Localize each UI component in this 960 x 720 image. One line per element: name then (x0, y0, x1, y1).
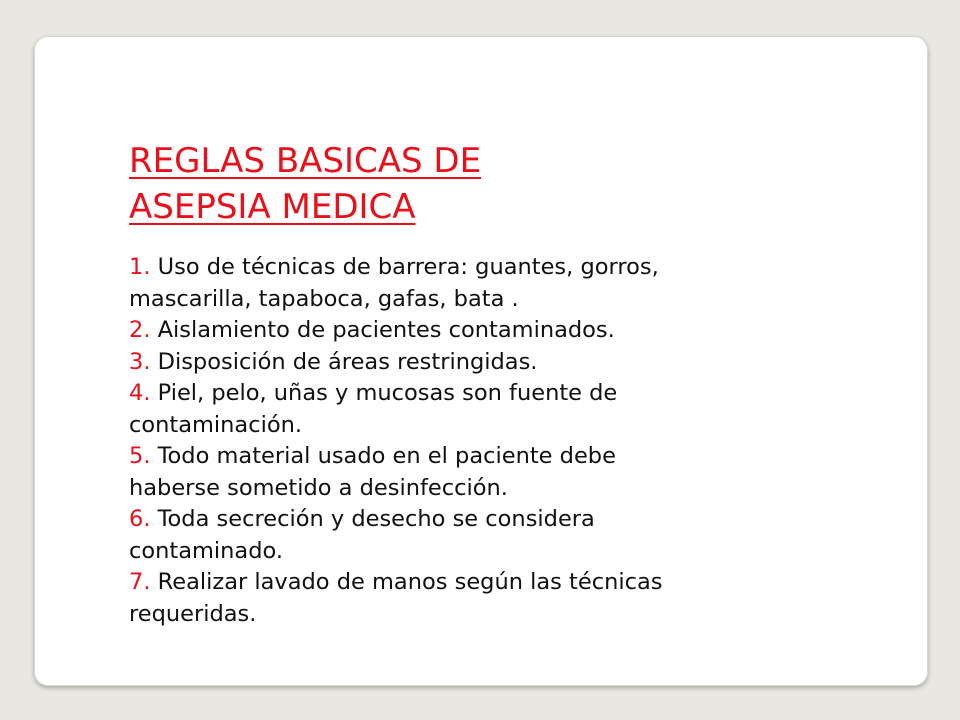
slide-title-line: ASEPSIA MEDICA (129, 187, 416, 227)
rule-number: 3. (129, 348, 151, 375)
rule-text-continued: haberse sometido a desinfección. (129, 474, 508, 501)
rule-text: Realizar lavado de manos según las técnicas (157, 569, 663, 595)
rules-list (129, 252, 829, 630)
rule-number: 1. (129, 254, 151, 280)
rule-text: Piel, pelo, uñas y mucosas son fuente de (157, 380, 618, 406)
rule-number: 4. (129, 380, 151, 406)
slide-title-line: REGLAS BASICAS DE (129, 141, 482, 181)
rule-number: 2. (129, 317, 151, 343)
rule-text-continued: contaminado. (129, 537, 284, 564)
rule-item (129, 441, 829, 504)
rule-item (129, 378, 829, 441)
rule-text: Uso de técnicas de barrera: guantes, gorros, (157, 254, 659, 280)
rule-text: Disposición de áreas restringidas. (157, 348, 538, 375)
rule-item (129, 347, 829, 379)
slide-title (129, 138, 829, 230)
rule-number: 5. (129, 443, 151, 469)
rule-item (129, 315, 829, 347)
rule-number: 6. (129, 506, 151, 532)
slide-content (129, 138, 829, 630)
rule-text: Todo material usado en el paciente debe (157, 443, 616, 469)
rule-text: Aislamiento de pacientes contaminados. (157, 317, 615, 343)
rule-text: Toda secreción y desecho se considera (157, 506, 595, 532)
rule-text-continued: requeridas. (129, 600, 257, 627)
rule-text-continued: mascarilla, tapaboca, gafas, bata . (129, 285, 519, 312)
rule-number: 7. (129, 569, 151, 595)
rule-item (129, 504, 829, 567)
rule-text-continued: contaminación. (129, 411, 303, 438)
rule-item (129, 567, 829, 630)
rule-item (129, 252, 829, 315)
